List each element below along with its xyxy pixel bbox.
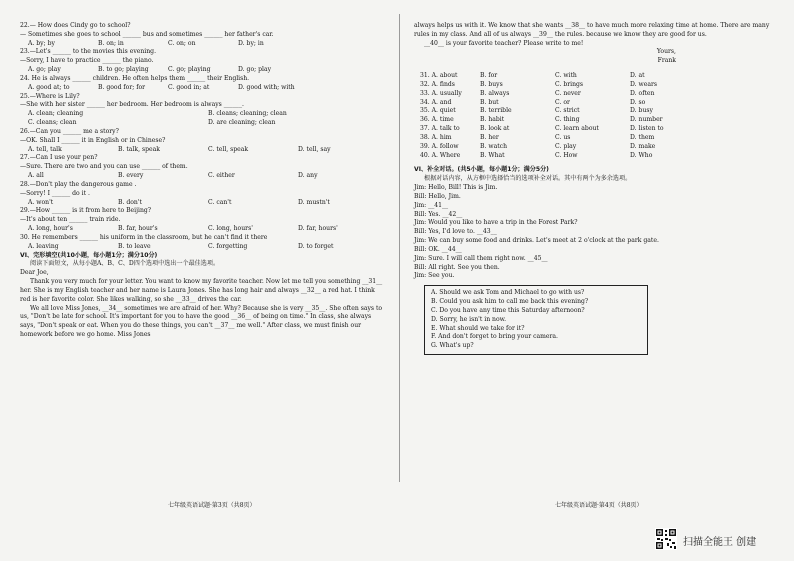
- page-footer: 七年级英语试题·第3页（共8页）: [168, 502, 256, 509]
- dialog-line: Jim: We can buy some food and drinks. Let's meet at 2 o'clock at the park gate.: [414, 237, 659, 245]
- signature-name: Frank: [657, 57, 676, 65]
- dialog-line: Bill: Yes, I'd love to. __43__: [414, 228, 497, 236]
- q25-line2: —She with her sister ______ her bedroom. Her bedroom is always ______.: [20, 101, 244, 109]
- option: B. good for; for: [98, 83, 146, 91]
- option: B. far, hour's: [118, 225, 158, 233]
- q22-stem: 22.— How does Cindy go to school?: [20, 22, 131, 29]
- list-item: 40. A. Where B. What C. How D. Who: [420, 151, 653, 159]
- qr-code-icon: [655, 528, 677, 550]
- q23-line2: —Sorry, I have to practice ______ the piano.: [20, 57, 154, 65]
- box-option: A. Should we ask Tom and Michael to go with us?: [431, 289, 585, 297]
- column-divider: [399, 14, 400, 482]
- dialog-line: Jim: Hello, Bill! This is Jim.: [414, 184, 498, 192]
- signature-closing: Yours,: [656, 48, 676, 56]
- list-item: 34. A. and B. but C. or D. so: [420, 98, 646, 106]
- q27-options: [20, 172, 385, 181]
- q28-stem: 28.—Don't play the dangerous game .: [20, 180, 137, 188]
- q23-stem: 23.—Let's ______ to the movies this evening.: [20, 48, 157, 56]
- q30-options: [20, 243, 385, 252]
- option: B. cleans; cleaning; clean: [208, 110, 287, 118]
- section-instruction: 根据对话内容，从方框中选择恰当的选项补全对话。其中有两个为多余选项。: [424, 175, 632, 183]
- box-option: E. What should we take for it?: [431, 324, 525, 332]
- dialog-line: Bill: All right. See you then.: [414, 263, 500, 271]
- list-item: 37. A. talk to B. look at C. learn about D. listen to: [420, 125, 664, 133]
- q25-stem: 25.—Where is Lily?: [20, 92, 80, 100]
- option: D. to forget: [298, 242, 334, 250]
- q29-options: [20, 225, 385, 234]
- option: B. don't: [118, 198, 142, 206]
- option: B. on; in: [98, 39, 124, 47]
- q22-line2: — Sometimes she goes to school ______ bus and sometimes ______ her father's car.: [20, 30, 274, 38]
- option: C. forgetting: [208, 242, 248, 250]
- dialog-line: Bill: Yes. __42__: [414, 210, 463, 218]
- dialog-line: Jim: Sure. I will call them right now. __45__: [414, 254, 548, 262]
- q29-stem: 29.—How ______ is it from here to Beijing?: [20, 207, 152, 215]
- option: B. every: [118, 172, 144, 180]
- list-item: 32. A. finds B. buys C. brings D. wears: [420, 80, 658, 88]
- passage-paragraph: always helps us with it. We know that she wants __38__ to have much more relaxing time at home. There are many rules in my class. And all of us always __39__ the rules. because we know they are good for us.: [414, 22, 770, 38]
- box-option: B. Could you ask him to call me back this evening?: [431, 298, 589, 306]
- dialog-line: Bill: Hello, Jim.: [414, 192, 461, 200]
- option: C. either: [208, 172, 235, 180]
- options-box: [424, 285, 648, 355]
- box-option: D. Sorry, he isn't in now.: [431, 315, 507, 323]
- option: D. are cleaning; clean: [208, 119, 276, 127]
- q27-stem: 27.—Can I use your pen?: [20, 154, 98, 162]
- option: C. can't: [208, 198, 232, 206]
- option: A. tell, talk: [28, 145, 62, 153]
- box-option: F. And don't forget to bring your camera.: [431, 333, 558, 341]
- q24-stem: 24. He is always ______ children. He often helps them ______ their English.: [20, 74, 250, 82]
- option: C. cleans; clean: [28, 119, 77, 127]
- q25-options: [20, 110, 385, 128]
- q24-options: [20, 84, 385, 93]
- option: D. mustn't: [298, 198, 330, 206]
- list-item: 31. A. about B. for C. with D. at: [420, 72, 645, 80]
- dialog-line: Jim: Would you like to have a trip in the Forest Park?: [414, 219, 578, 227]
- dialog-line: Jim: __41__: [414, 201, 449, 209]
- option: A. by; by: [28, 39, 55, 47]
- section-title-dialog: VI、补全对话。(共5小题，每小题1分；满分5分): [414, 166, 549, 174]
- q22-options: [20, 40, 385, 49]
- box-option: C. Do you have any time this Saturday afternoon?: [431, 306, 585, 314]
- option: D. by; in: [238, 39, 264, 47]
- passage-paragraph: We all love Miss Jones, __34__ sometimes we are afraid of her. Why? Because she is very __35__. She often says to us, "Don't be late for school. It's important for you to have the good __36__ of being on time." In class, she always says, "Don't speak or eat. When you do these things, you can't __37__ me well." After class, we must finish our homework before we go home. Miss Jones: [20, 304, 383, 338]
- option: D. tell, say: [298, 145, 331, 153]
- q27-line2: —Sure. There are two and you can use ______ of them.: [20, 163, 188, 171]
- option: C. go; playing: [168, 66, 211, 74]
- option: C. on; on: [168, 39, 196, 47]
- option: A. clean; cleaning: [28, 110, 84, 118]
- q30-stem: 30. He remembers ______ his uniform in the classroom, but he can't find it there: [20, 233, 268, 241]
- q29-line2: —It's about ten ______ train ride.: [20, 216, 121, 224]
- q23-options: [20, 66, 385, 75]
- option: A. all: [28, 172, 44, 180]
- option: A. go; play: [28, 66, 61, 74]
- section-title-cloze: VI、完形填空(共10小题，每小题1分；满分10分): [20, 251, 158, 259]
- q26-options: [20, 146, 385, 155]
- option: D. far, hours': [298, 225, 338, 233]
- q28-options: [20, 199, 385, 208]
- dialog: [414, 184, 786, 281]
- page-footer: 七年级英语试题·第4页（共8页）: [555, 502, 643, 509]
- dialog-line: Bill: OK. __44__: [414, 245, 462, 253]
- list-item: 33. A. usually B. always C. never D. often: [420, 89, 655, 97]
- q28-line2: —Sorry! I ______ do it .: [20, 189, 90, 197]
- option: D. go; play: [238, 66, 272, 74]
- option: A. won't: [28, 198, 54, 206]
- list-item: 35. A. quiet B. terrible C. strict D. busy: [420, 107, 653, 115]
- passage-paragraph: __40__ is your favorite teacher? Please write to me!: [424, 39, 584, 47]
- option: C. long, hours': [208, 225, 253, 233]
- left-column: [20, 22, 385, 340]
- dialog-line: Jim: See you.: [414, 272, 455, 280]
- list-item: 38. A. him B. her C. us D. them: [420, 133, 655, 141]
- cloze-options: [414, 72, 786, 160]
- option: A. leaving: [28, 242, 59, 250]
- scanner-brand-label: 扫描全能王 创建: [683, 537, 757, 548]
- right-column: [414, 22, 786, 355]
- passage-paragraph: Thank you very much for your letter. You want to know my favorite teacher. Now let me tell you something __31__ her. She is my English teacher and her name is Laura Jones. She has long hair and always __32__ a red hat. I think red is her favorite color. She likes walking, so she __33__ drives the car.: [20, 278, 383, 303]
- option: C. good in; at: [168, 83, 210, 91]
- salutation: Dear Joe,: [20, 269, 49, 277]
- option: B. to leave: [118, 242, 151, 250]
- option: B. to go; playing: [98, 66, 149, 74]
- list-item: 39. A. follow B. watch C. play D. make: [420, 142, 656, 150]
- option: C. tell, speak: [208, 145, 249, 153]
- q26-line2: —OK. Shall I ______ it in English or in Chinese?: [20, 136, 166, 144]
- option: A. long, hour's: [28, 225, 73, 233]
- box-option: G. What's up?: [431, 342, 474, 350]
- list-item: 36. A. time B. habit C. thing D. number: [420, 116, 663, 124]
- option: D. any: [298, 172, 318, 180]
- option: D. good with; with: [238, 83, 295, 91]
- option: B. talk, speak: [118, 145, 160, 153]
- section-instruction: 阅读下面短文，从每小题A、B、C、D四个选项中选出一个最佳选项。: [30, 260, 220, 268]
- q26-stem: 26.—Can you ______ me a story?: [20, 127, 119, 135]
- option: A. good at; to: [28, 83, 70, 91]
